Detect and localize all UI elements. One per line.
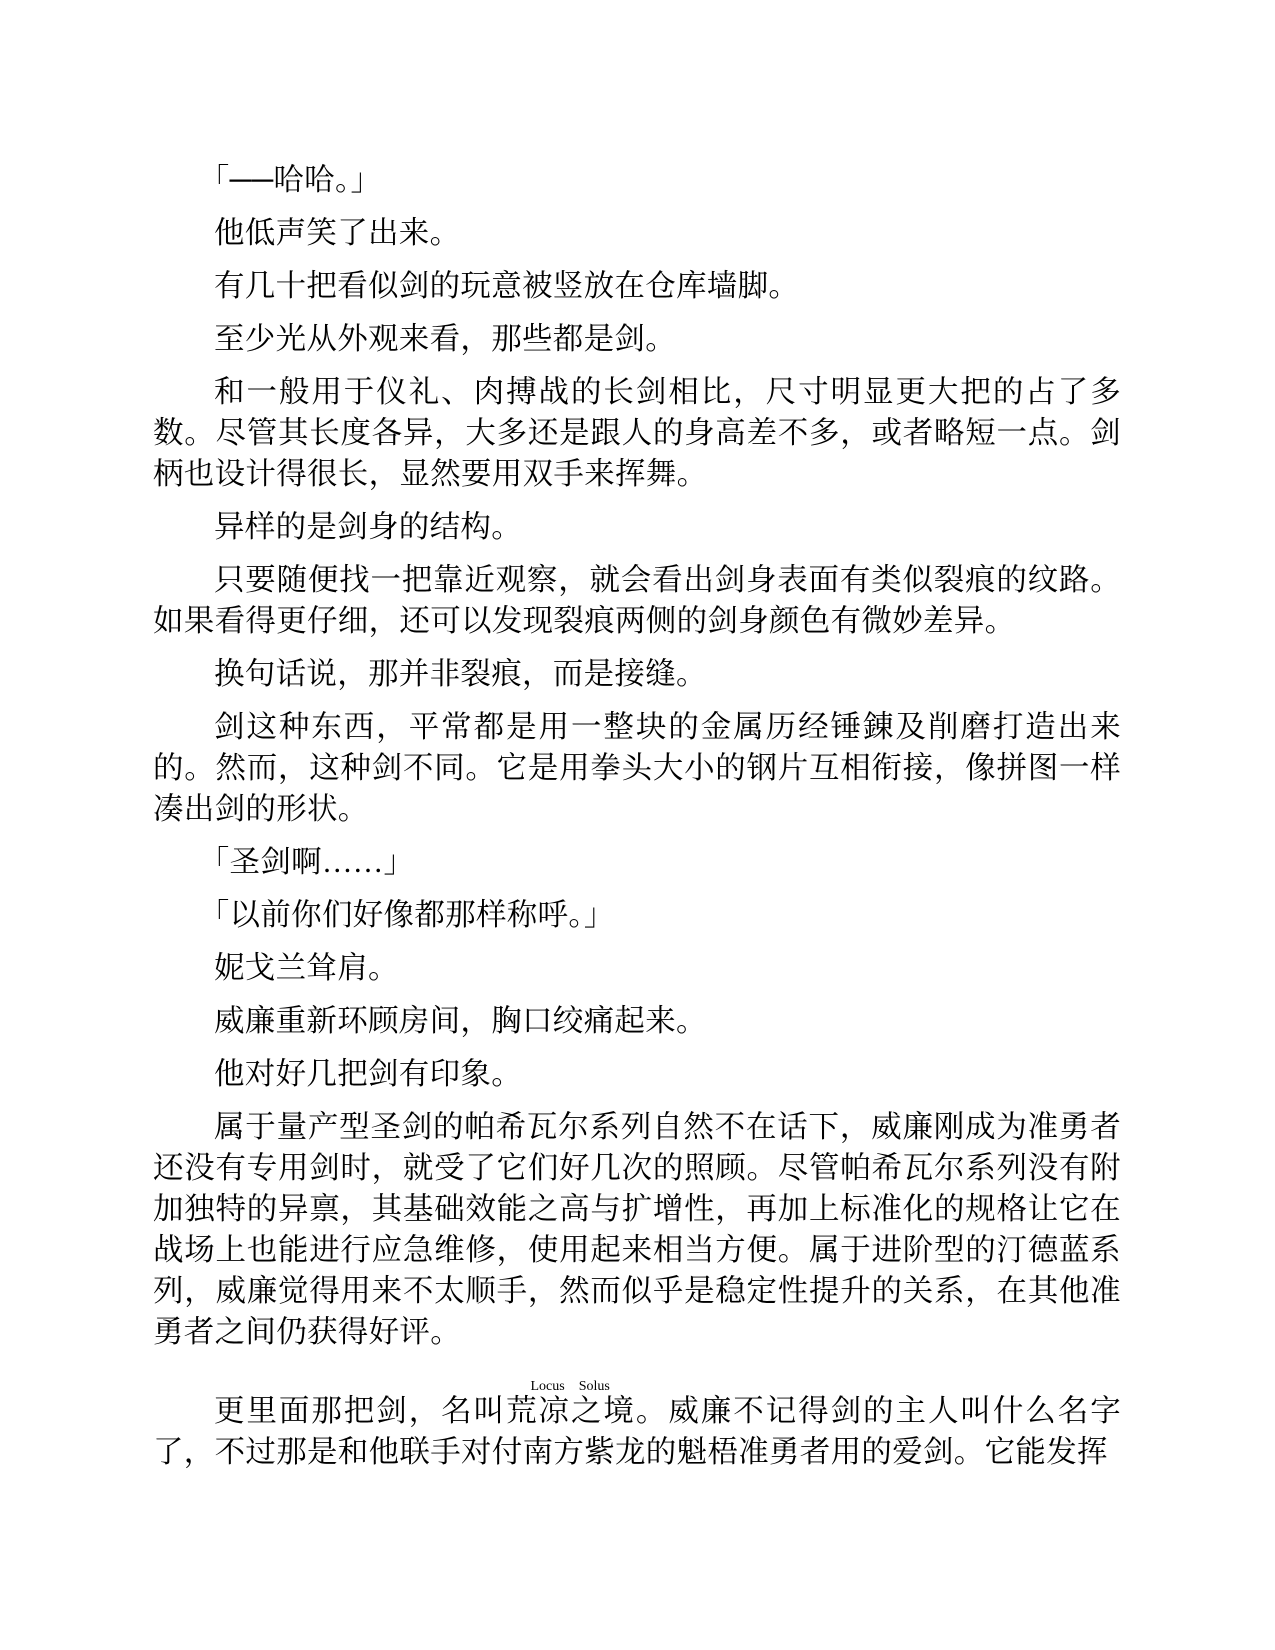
ruby-paragraph-before: 更里面那把剑，名叫: [214, 1394, 507, 1428]
paragraph: 他对好几把剑有印象。: [214, 1057, 522, 1091]
ruby-base: 荒凉之境: [506, 1394, 636, 1428]
ruby-paragraph-after: 。威廉不记得剑的主人叫什么名字了，不过那是和他联手对付南方紫龙的魁梧准勇者用的爱剑。它能发挥: [153, 1394, 1122, 1469]
paragraph-with-ruby: [153, 1379, 1121, 1473]
paragraph: 换句话说，那并非裂痕，而是接缝。: [214, 657, 707, 691]
paragraph: 妮戈兰耸肩。: [214, 951, 399, 985]
ruby-text: Locus Solus: [506, 1379, 635, 1394]
paragraph-dialog: 「以前你们好像都那样称呼。」: [198, 898, 615, 932]
paragraph-dialog: 「圣剑啊……」: [198, 845, 415, 879]
paragraph: 只要随便找一把靠近观察，就会看出剑身表面有类似裂痕的纹路。如果看得更仔细，还可以发现裂痕两侧的剑身颜色有微妙差异。: [153, 563, 1121, 638]
paragraph-dialog: 「──哈哈。」: [198, 163, 382, 197]
paragraph: 和一般用于仪礼、肉搏战的长剑相比，尺寸明显更大把的占了多数。尽管其长度各异，大多还是跟人的身高差不多，或者略短一点。剑柄也设计得很长，显然要用双手来挥舞。: [153, 375, 1121, 491]
paragraph: 他低声笑了出来。: [214, 216, 461, 250]
paragraph: 有几十把看似剑的玩意被竖放在仓库墙脚。: [214, 269, 800, 303]
paragraph: 剑这种东西，平常都是用一整块的金属历经锤錬及削磨打造出来的。然而，这种剑不同。它是用拳头大小的钢片互相衔接，像拼图一样凑出剑的形状。: [153, 710, 1121, 826]
ruby-annotation: [506, 1379, 636, 1428]
paragraph: 威廉重新环顾房间，胸口绞痛起来。: [214, 1004, 707, 1038]
paragraph: 至少光从外观来看，那些都是剑。: [214, 322, 676, 356]
paragraph: 异样的是剑身的结构。: [214, 510, 522, 544]
document-page: [153, 160, 1121, 1485]
paragraph: 属于量产型圣剑的帕希瓦尔系列自然不在话下，威廉刚成为准勇者还没有专用剑时，就受了它们好几次的照顾。尽管帕希瓦尔系列没有附加独特的异禀，其基础效能之高与扩增性，再加上标准化的规格让它在战场上也能进行应急维修，使用起来相当方便。属于进阶型的汀德蓝系列，威廉觉得用来不太顺手，然而似乎是稳定性提升的关系，在其他准勇者之间仍获得好评。: [153, 1110, 1121, 1349]
